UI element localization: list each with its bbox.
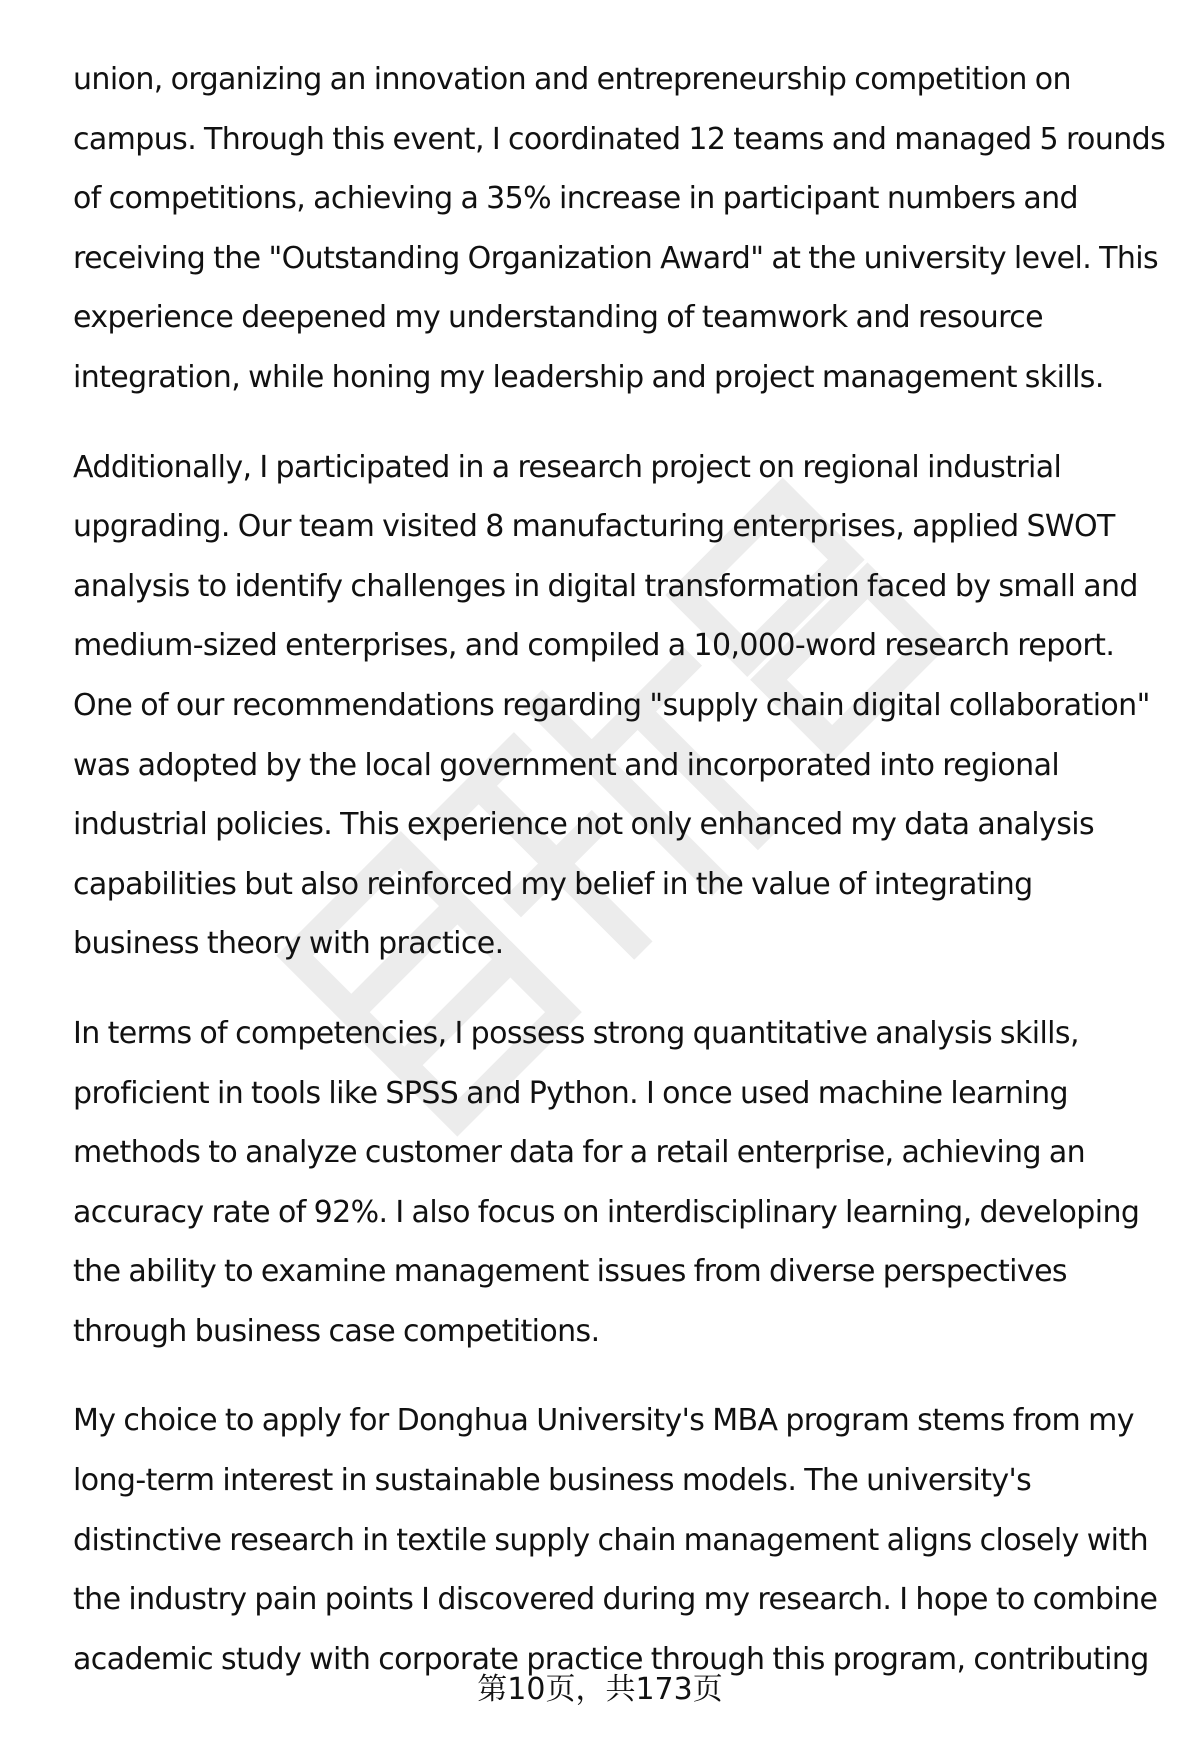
text-line: business theory with practice. [73,926,504,962]
text-line: medium-sized enterprises, and compiled a 10,000-word research report. [73,628,1115,664]
text-line: long-term interest in sustainable business models. The university's [73,1463,1032,1499]
paragraph [73,50,1166,408]
text-line: the industry pain points I discovered during my research. I hope to combine [73,1582,1158,1618]
document-body [73,50,1166,1719]
text-line: My choice to apply for Donghua University's MBA program stems from my [73,1403,1134,1439]
text-line: through business case competitions. [73,1313,600,1349]
text-line: experience deepened my understanding of teamwork and resource [73,300,1043,336]
text-line: methods to analyze customer data for a retail enterprise, achieving an [73,1135,1086,1171]
text-line: Additionally, I participated in a research project on regional industrial [73,449,1062,485]
text-line: capabilities but also reinforced my belief in the value of integrating [73,866,1033,902]
page-number-footer: 第10页，共173页 [477,1672,723,1707]
text-line: proficient in tools like SPSS and Python. I once used machine learning [73,1075,1068,1111]
text-line: integration, while honing my leadership and project management skills. [73,359,1104,395]
text-line: was adopted by the local government and incorporated into regional [73,747,1060,783]
text-line: receiving the "Outstanding Organization Award" at the university level. This [73,240,1159,276]
paragraph [73,1391,1158,1689]
text-line: of competitions, achieving a 35% increase in participant numbers and [73,181,1078,217]
text-line: upgrading. Our team visited 8 manufacturing enterprises, applied SWOT [73,509,1115,545]
paragraph [73,1004,1153,1362]
text-line: union, organizing an innovation and entrepreneurship competition on [73,62,1071,97]
paragraph [73,438,1153,974]
text-line: In terms of competencies, I possess strong quantitative analysis skills, [73,1015,1079,1051]
text-line: One of our recommendations regarding "supply chain digital collaboration" [73,687,1150,723]
text-line: analysis to identify challenges in digital transformation faced by small and [73,568,1138,604]
text-line: campus. Through this event, I coordinated 12 teams and managed 5 rounds [73,121,1166,157]
text-line: the ability to examine management issues from diverse perspectives [73,1254,1067,1290]
text-line: academic study with corporate practice through this program, contributing [73,1641,1149,1677]
text-line: industrial policies. This experience not only enhanced my data analysis [73,807,1094,843]
text-line: accuracy rate of 92%. I also focus on interdisciplinary learning, developing [73,1194,1140,1230]
text-line: distinctive research in textile supply chain management aligns closely with [73,1522,1148,1558]
